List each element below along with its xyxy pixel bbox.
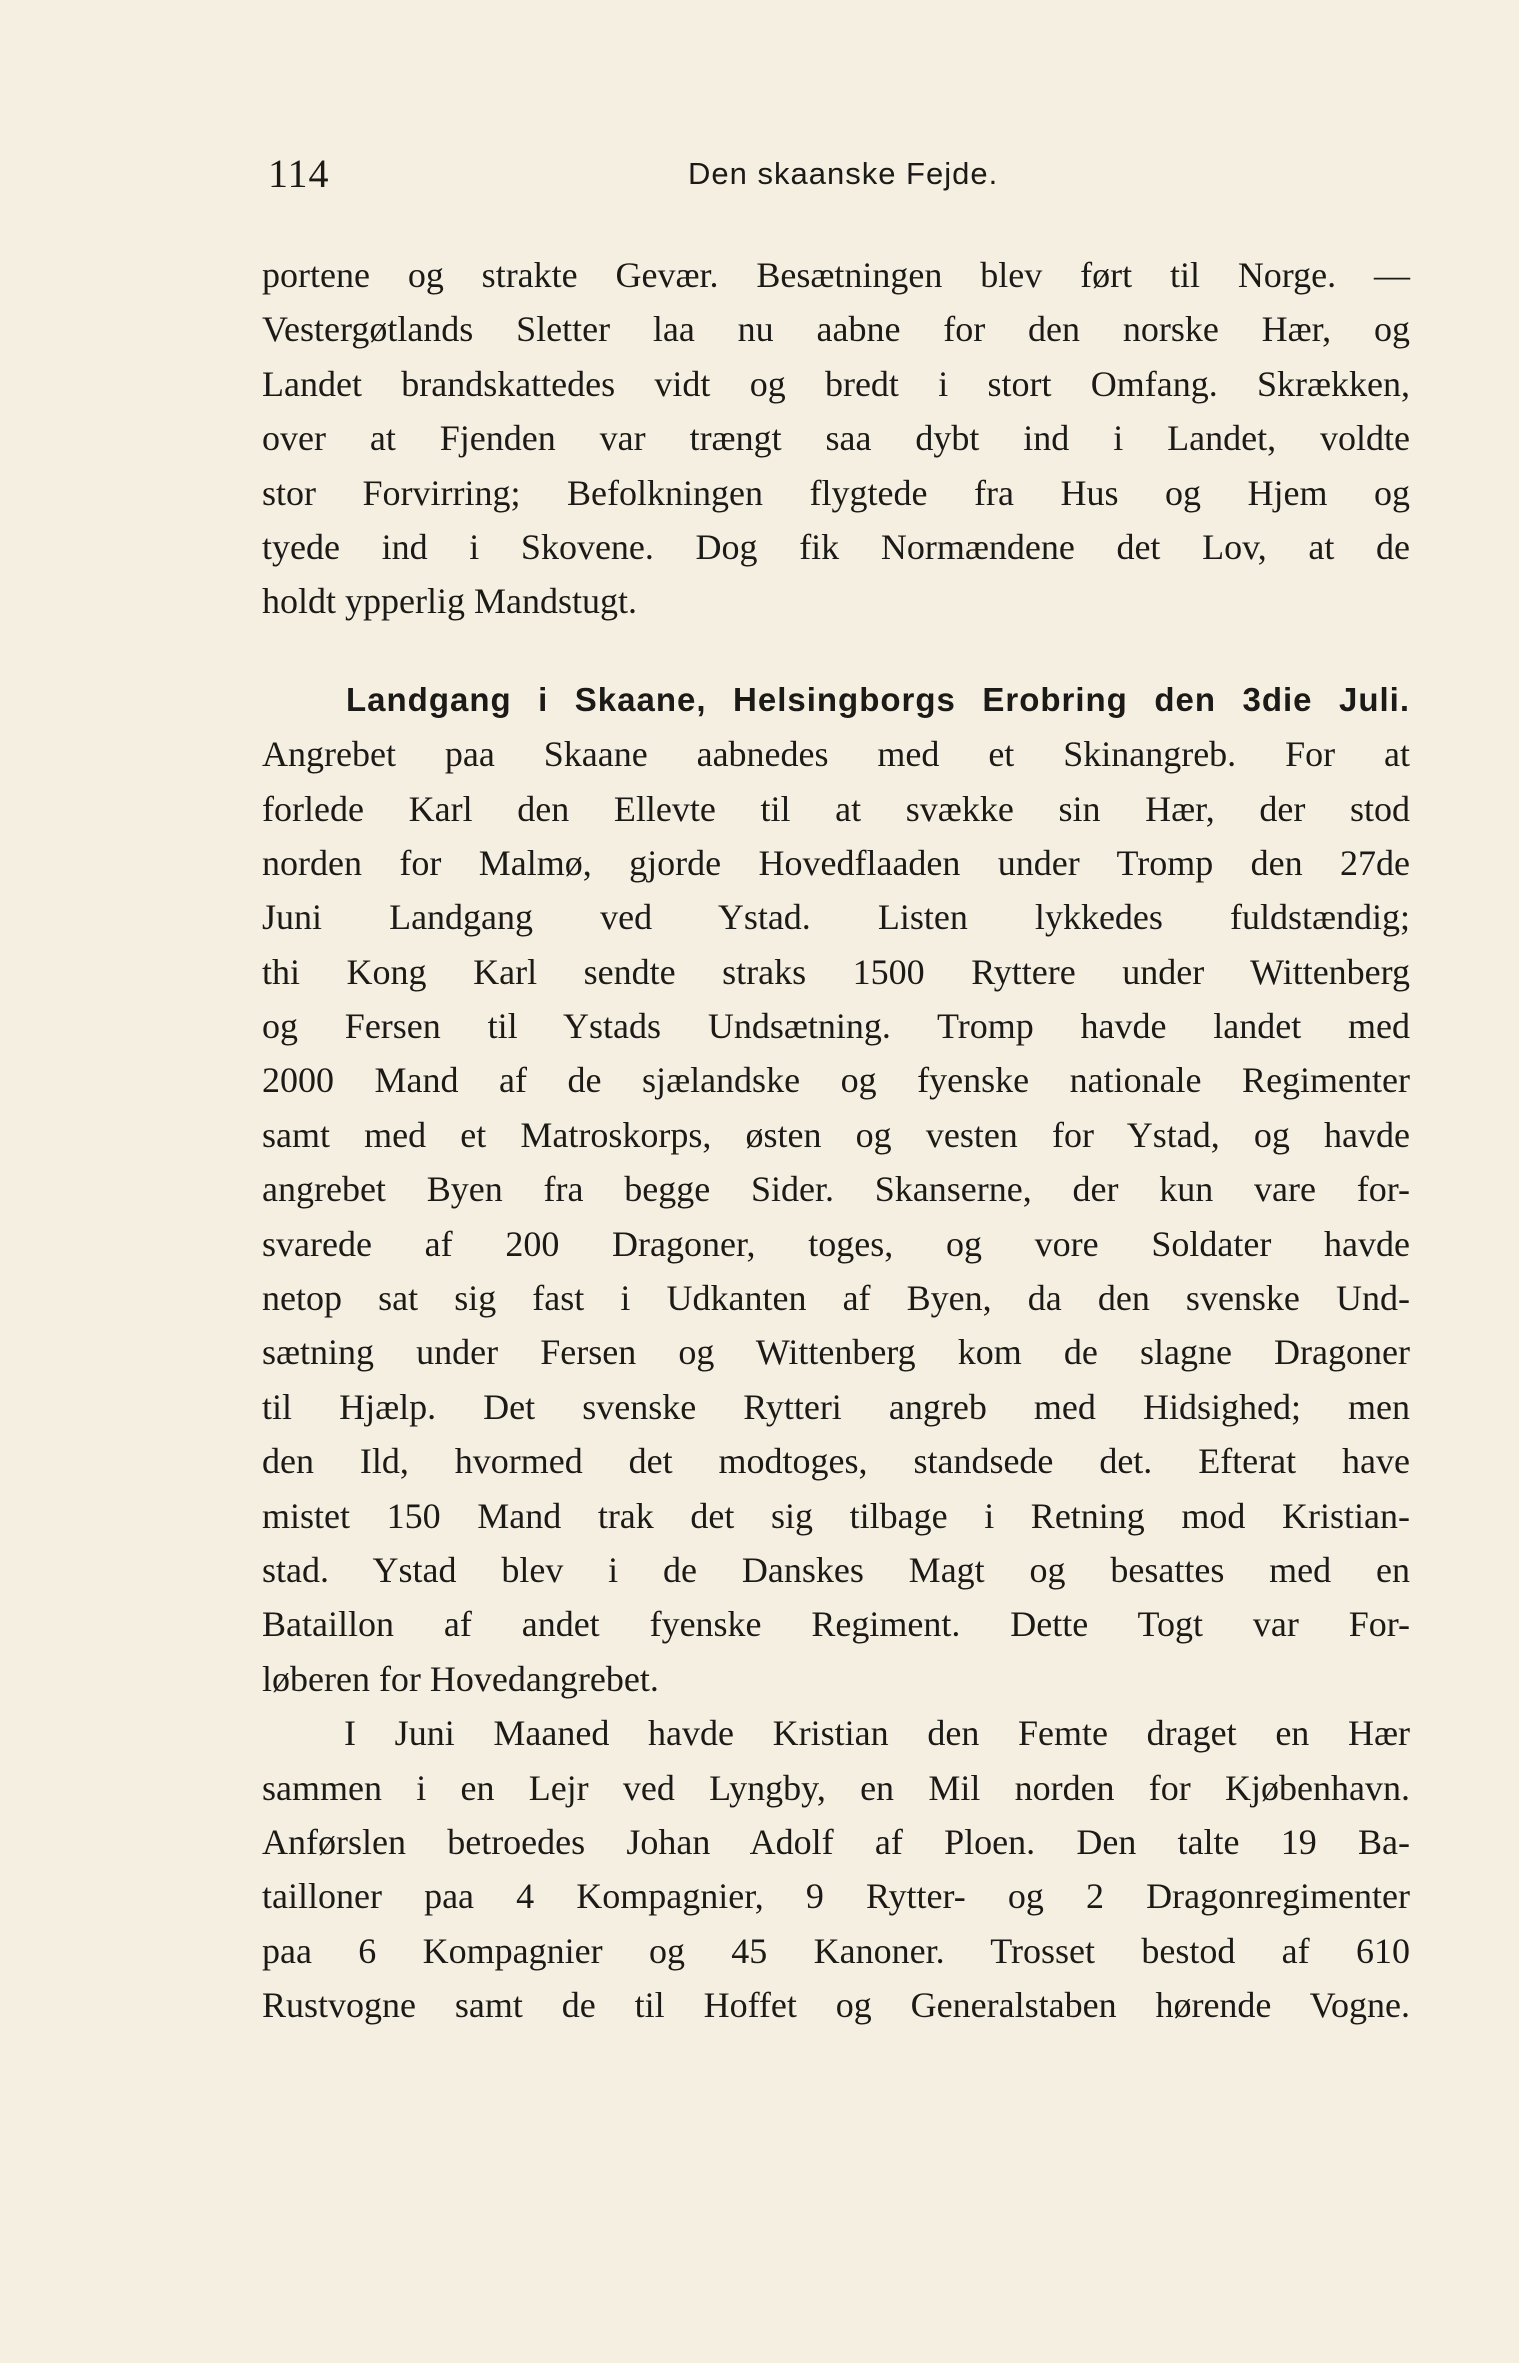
text-line: netop sat sig fast i Udkanten af Byen, da den svenske Und- (262, 1278, 1410, 1319)
paragraph-1 (262, 248, 1410, 629)
running-title: Den skaanske Fejde. (688, 156, 999, 191)
text-line: stad. Ystad blev i de Danskes Magt og besattes med en (262, 1549, 1410, 1590)
text-line: 2000 Mand af de sjælandske og fyenske nationale Regimenter (262, 1060, 1410, 1101)
text-line: Anførslen betroedes Johan Adolf af Ploen. Den talte 19 Ba- (262, 1821, 1410, 1862)
text-line: paa 6 Kompagnier og 45 Kanoner. Trosset bestod af 610 (262, 1930, 1410, 1971)
text-line: tailloner paa 4 Kompagnier, 9 Rytter- og 2 Dragonregimenter (262, 1876, 1410, 1917)
text-line: portene og strakte Gevær. Besætningen blev ført til Norge. — (262, 255, 1410, 295)
text-line: mistet 150 Mand trak det sig tilbage i Retning mod Kristian- (262, 1495, 1410, 1536)
text-line: til Hjælp. Det svenske Rytteri angreb med Hidsighed; men (262, 1386, 1410, 1427)
text-line: sammen i en Lejr ved Lyngby, en Mil norden for Kjøbenhavn. (262, 1767, 1410, 1808)
section-spacer (262, 629, 1410, 673)
text-line: Rustvogne samt de til Hoffet og Generalstaben hørende Vogne. (262, 1985, 1410, 2026)
text-line: Vestergøtlands Sletter laa nu aabne for den norske Hær, og (262, 309, 1410, 350)
text-line: stor Forvirring; Befolkningen flygtede fra Hus og Hjem og (262, 472, 1410, 513)
page-number: 114 (268, 151, 330, 196)
text-line: løberen for Hovedangrebet. (262, 1658, 659, 1699)
text-line: holdt ypperlig Mandstugt. (262, 581, 637, 622)
text-line: over at Fjenden var trængt saa dybt ind i Landet, voldte (262, 418, 1410, 459)
text-line: den Ild, hvormed det modtoges, standsede det. Efterat have (262, 1441, 1410, 1482)
text-line: samt med et Matroskorps, østen og vesten for Ystad, og havde (262, 1114, 1410, 1155)
text-line: og Fersen til Ystads Undsætning. Tromp havde landet med (262, 1006, 1410, 1047)
text-line: tyede ind i Skovene. Dog fik Normændene det Lov, at de (262, 526, 1410, 567)
text-line: Bataillon af andet fyenske Regiment. Dette Togt var For- (262, 1604, 1410, 1645)
text-line: thi Kong Karl sendte straks 1500 Ryttere under Wittenberg (262, 951, 1410, 992)
text-line: sætning under Fersen og Wittenberg kom de slagne Dragoner (262, 1332, 1410, 1373)
text-line: angrebet Byen fra begge Sider. Skanserne, der kun vare for- (262, 1169, 1410, 1210)
text-line: I Juni Maaned havde Kristian den Femte draget en Hær (344, 1713, 1410, 1754)
paragraph-3 (262, 1706, 1410, 2032)
body-text (262, 248, 1410, 2033)
section-heading: Landgang i Skaane, Helsingborgs Erobring den 3die Juli. (346, 680, 1410, 718)
text-line: forlede Karl den Ellevte til at svække sin Hær, der stod (262, 788, 1410, 829)
text-line: norden for Malmø, gjorde Hovedflaaden under Tromp den 27de (262, 842, 1410, 883)
text-line: svarede af 200 Dragoner, toges, og vore Soldater havde (262, 1223, 1410, 1264)
text-line: Angrebet paa Skaane aabnedes med et Skinangreb. For at (262, 734, 1410, 775)
text-line: Landet brandskattedes vidt og bredt i stort Omfang. Skrækken, (262, 363, 1410, 404)
paragraph-2 (262, 727, 1410, 1706)
text-line: Juni Landgang ved Ystad. Listen lykkedes fuldstændig; (262, 897, 1410, 938)
page-header (268, 150, 1408, 200)
